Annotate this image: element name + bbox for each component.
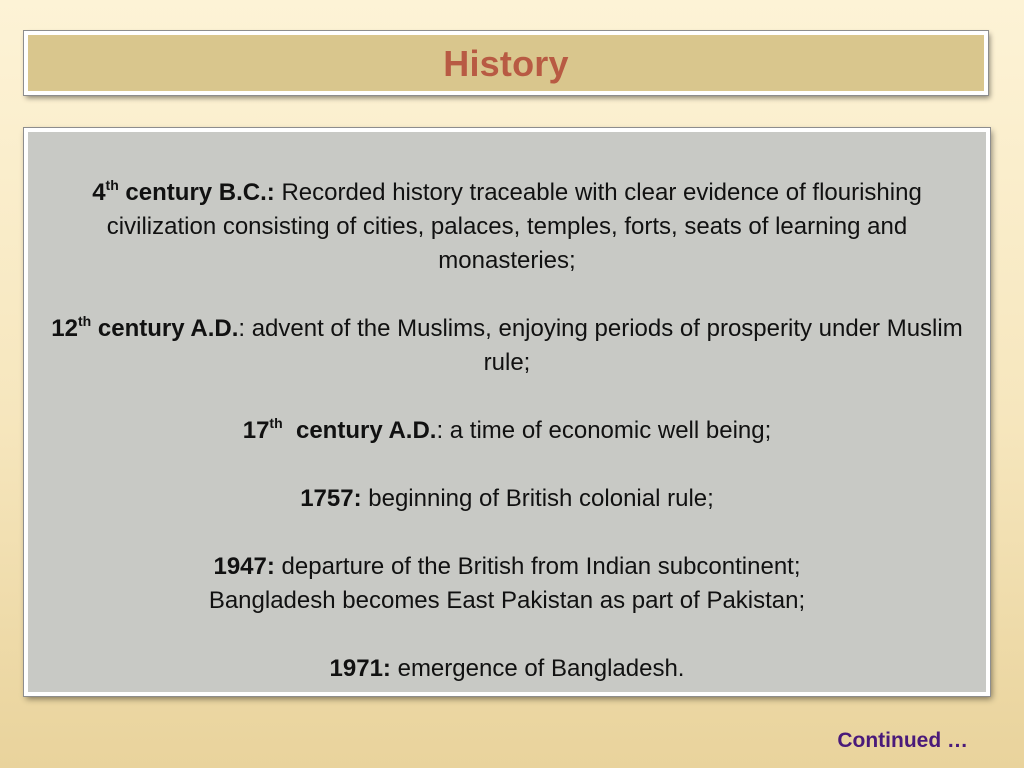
slide-title: History: [443, 42, 569, 84]
content-box: [24, 128, 990, 696]
entry-label: [51, 315, 238, 342]
entry-text: emergence of Bangladesh.: [390, 655, 685, 682]
history-entry-12th-century-ad: [28, 312, 986, 380]
entry-label-rest: century A.D.: [91, 315, 239, 342]
entry-label-ordinal: th: [105, 177, 119, 193]
history-list: [28, 176, 986, 686]
entry-text-line2: Bangladesh becomes East Pakistan as part of Pakistan;: [208, 587, 806, 614]
history-entry-1947: [28, 550, 986, 618]
entry-label-number: 1757:: [300, 485, 362, 512]
entry-label: [330, 655, 391, 682]
entry-text: : a time of economic well being;: [436, 417, 772, 444]
history-entry-4th-century-bc: [28, 176, 986, 278]
entry-label-rest: century B.C.:: [118, 179, 275, 206]
history-entry-1757: [28, 482, 986, 516]
entry-label: [213, 553, 274, 580]
history-entry-17th-century-ad: [28, 414, 986, 448]
entry-label: [300, 485, 361, 512]
entry-label-number: 12: [51, 315, 78, 342]
entry-text: : advent of the Muslims, enjoying periods of prosperity under Muslim rule;: [238, 315, 963, 376]
entry-label: [243, 417, 437, 444]
entry-label: [92, 179, 275, 206]
entry-label-ordinal: th: [78, 313, 92, 329]
entry-text: Recorded history traceable with clear evidence of flourishing civilization consisting of cities, palaces, temples, forts, seats of learning and monasteries;: [106, 179, 922, 274]
entry-text: beginning of British colonial rule;: [361, 485, 714, 512]
entry-label-number: 1947:: [213, 553, 275, 580]
history-entry-1971: [28, 652, 986, 686]
entry-label-number: 1971:: [329, 655, 391, 682]
entry-label-rest: century A.D.: [282, 417, 437, 444]
title-box: [24, 31, 988, 95]
entry-label-ordinal: th: [269, 415, 283, 431]
continued-link[interactable]: Continued …: [837, 729, 968, 752]
entry-text: departure of the British from Indian subcontinent;: [274, 553, 801, 580]
entry-label-number: 4: [92, 179, 106, 206]
entry-label-number: 17: [242, 417, 270, 444]
